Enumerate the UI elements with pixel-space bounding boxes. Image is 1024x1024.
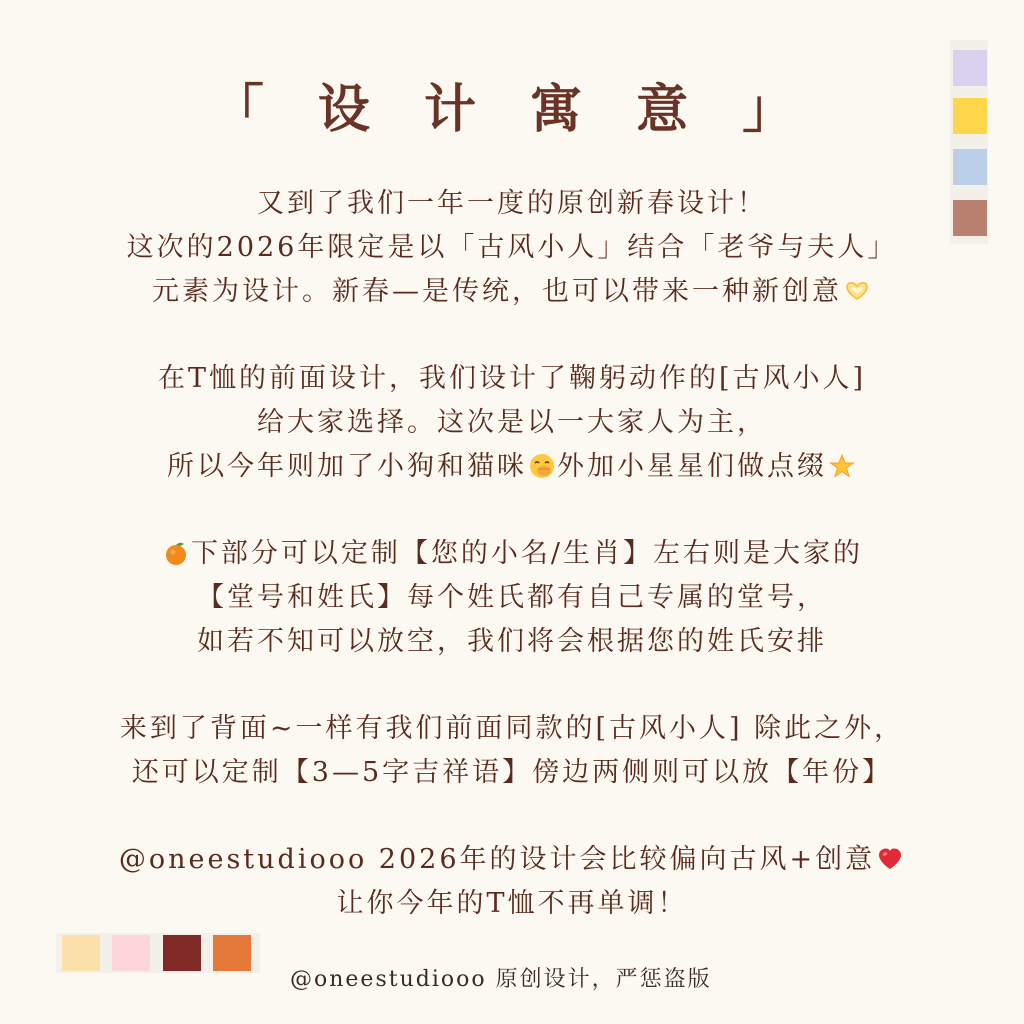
red-heart-icon: [877, 842, 903, 868]
color-palette-bottom: [56, 933, 260, 973]
text-segment: @oneestudiooo 2026年的设计会比较偏向古风+创意: [118, 844, 876, 875]
text-line: 给大家选择。这次是以一大家人为主，: [257, 407, 767, 438]
color-palette-right: [950, 40, 988, 244]
text-line: [40, 532, 984, 576]
text-line: 又到了我们一年一度的原创新春设计！: [257, 188, 767, 219]
text-segment: 所以今年则加了小狗和猫咪: [167, 451, 527, 482]
text-line: 在T恤的前面设计，我们设计了鞠躬动作的[古风小人]: [157, 363, 867, 394]
text-line: [40, 838, 984, 882]
text-segment: 下部分可以定制【您的小名/生肖】左右则是大家的: [190, 538, 864, 569]
text-segment: 元素为设计。新春—是传统，也可以带来一种新创意: [152, 276, 842, 307]
color-swatch: [953, 98, 987, 134]
text-line: 这次的2026年限定是以「古风小人」结合「老爷与夫人」: [126, 232, 898, 263]
text-line: 【堂号和姓氏】每个姓氏都有自己专属的堂号，: [197, 582, 827, 613]
star-icon: [829, 449, 855, 475]
giggle-face-icon: [529, 449, 555, 475]
tangerine-icon: [163, 536, 189, 562]
color-swatch: [953, 149, 987, 185]
color-swatch: [953, 200, 987, 236]
copyright-footer: @oneestudiooo 原创设计，严惩盗版: [290, 967, 712, 992]
color-swatch: [953, 50, 987, 86]
heart-hands-icon: [844, 274, 870, 300]
color-swatch: [62, 935, 100, 971]
text-line: 还可以定制【3—5字吉祥语】傍边两侧则可以放【年份】: [131, 757, 893, 788]
color-swatch: [163, 935, 201, 971]
text-line: 让你今年的T恤不再单调！: [336, 888, 688, 919]
color-swatch: [112, 935, 150, 971]
text-segment: 外加小星星们做点缀: [557, 451, 827, 482]
color-swatch: [213, 935, 251, 971]
description-body: [40, 182, 984, 926]
text-line: [40, 270, 984, 314]
text-line: 来到了背面~一样有我们前面同款的[古风小人] 除此之外，: [119, 713, 905, 744]
text-line: 如若不知可以放空，我们将会根据您的姓氏安排: [197, 626, 827, 657]
text-line: [40, 445, 984, 489]
page-title: 「 设 计 寓 意 」: [211, 79, 813, 140]
